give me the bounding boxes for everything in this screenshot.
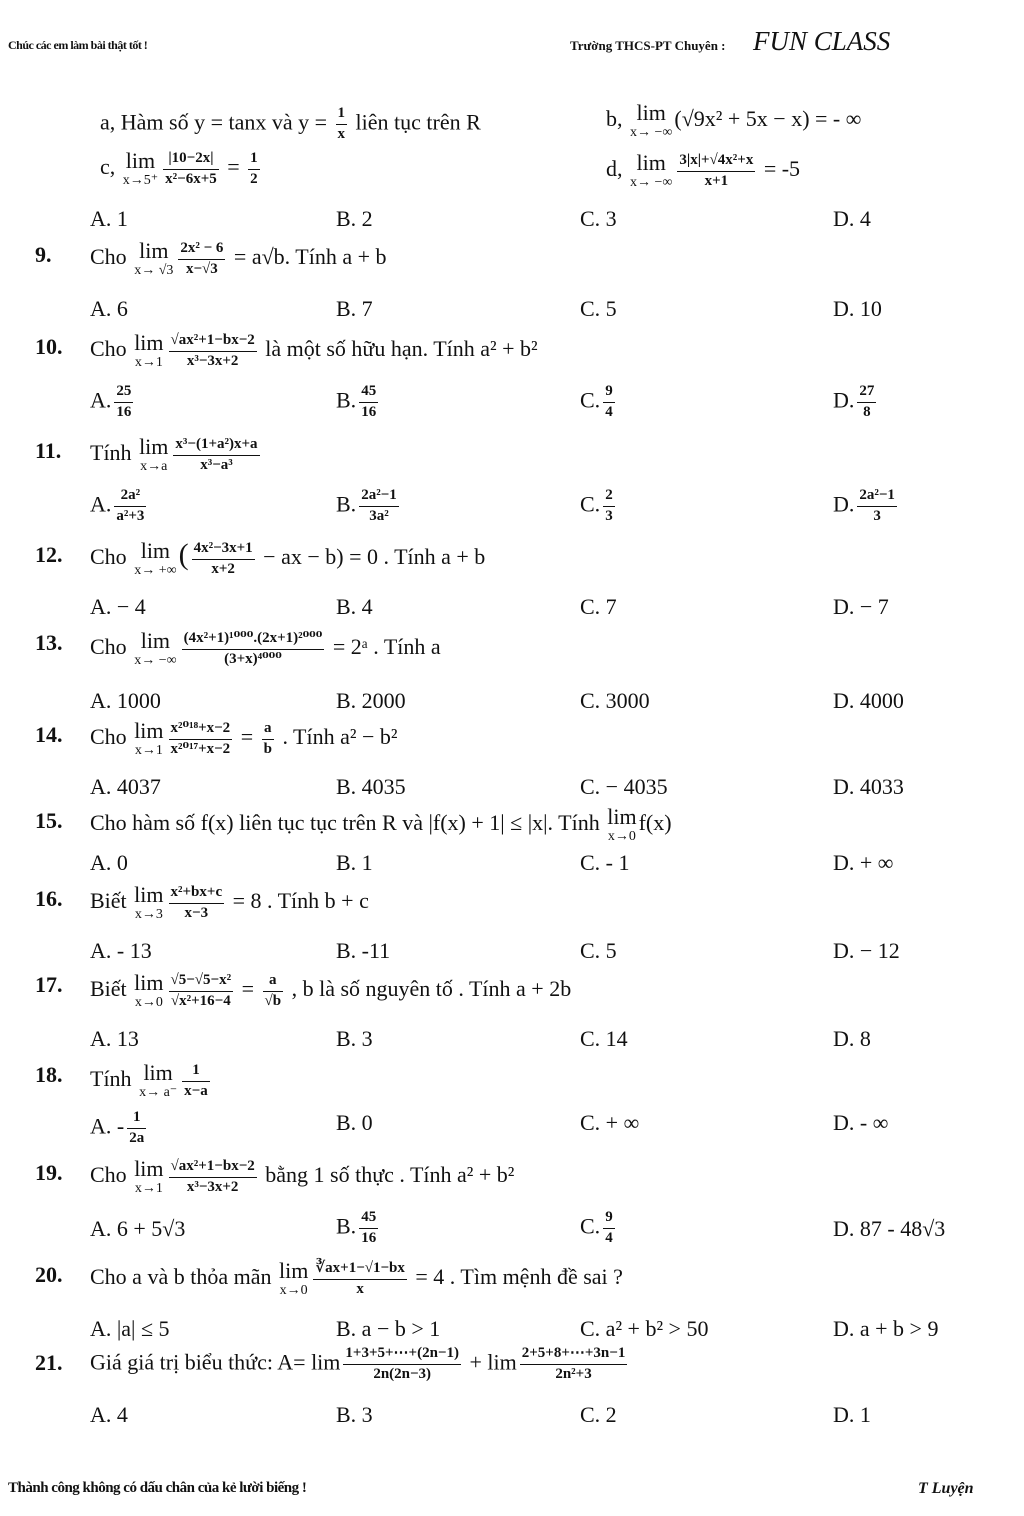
option-d: D. a + b > 9 [833,1316,939,1341]
option-a: A. - 13 [90,938,152,963]
option-a: A. |a| ≤ 5 [90,1316,170,1341]
option-a: A. 6 + 5√3 [90,1216,186,1241]
question-text: Biết lim x→0 $\frac{\text{√5−√5−x²}}{\text{√x²+16−4}}$ = $\frac{a}{√b}$ , b là số nguyên tố . Tính a + 2b [90,970,572,1010]
question-text: Cho lim x→ √3 $\frac{\text{2x² − 6}}{x-√3}$ = a√b. Tính a + b [90,238,387,278]
option-a: A. $\frac{\text{2a²}}{\text{a²+3}}$ [90,487,145,524]
footer-motto: Thành công không có dấu chân của kẻ lười biếng ! [8,1480,307,1496]
option-d: D. − 7 [833,594,889,619]
question-number: 12. [35,542,63,567]
option-c: C. + ∞ [580,1110,640,1135]
question-text: Tính lim x→ a⁻ $\frac{1}{x-a}$ [90,1060,208,1100]
option-c: C. $\frac{9}{4}$ [580,383,613,420]
question-number: 15. [35,808,63,833]
statement-c: c, lim x→5⁺ $\frac{|10-2x|}{\text{x²−6x+5}}$ = $\frac{1}{2}$ [100,148,258,188]
header-school: Trường THCS-PT Chuyên : [570,38,726,53]
option-b: B. 4 [336,594,373,619]
option-b: B. 3 [336,1402,373,1427]
question-number: 13. [35,630,63,655]
option-b: B. 3 [336,1026,373,1051]
option-b: B. 2000 [336,688,406,713]
option-c: C. − 4035 [580,774,668,799]
prev-option-b: B. 2 [336,206,373,231]
option-a: A. 6 [90,296,128,321]
statement-d: d, lim x→ −∞ $\frac{\text{3|x|+√4x²+x}}{x+1}$ = -5 [606,150,801,190]
question-number: 10. [35,334,63,359]
option-d: D. 1 [833,1402,871,1427]
question-number: 16. [35,886,63,911]
option-d: D. 10 [833,296,882,321]
option-b: B. a − b > 1 [336,1316,441,1341]
option-b: B. $\frac{45}{16}$ [336,1209,377,1246]
question-text: Giá giá trị biểu thức: A= lim $\frac{1+3+5+\cdots+(2n-1)}{2n(2n-3)}$ + lim $\frac{2+5+8+\cdots+3n-1}{\text{2n²+3}}$ [90,1345,626,1382]
option-d: D. 87 - 48√3 [833,1216,946,1241]
question-number: 17. [35,972,63,997]
question-text: Cho hàm số f(x) liên tục tục trên R và |f(x) + 1| ≤ |x|. Tính lim x→0 f(x) [90,804,672,844]
option-a: A. 4037 [90,774,161,799]
prev-option-c: C. 3 [580,206,617,231]
question-number: 11. [35,438,62,463]
option-a: A. - $\frac{1}{2a}$ [90,1109,145,1146]
statement-a: a, Hàm số y = tanx và y = $\frac{1}{x}$ liên tục trên R [100,105,481,142]
header-class-name: FUN CLASS [753,26,891,56]
question-number: 9. [35,242,52,267]
question-text: Cho lim x→1 $\frac{\text{x²⁰¹⁸+x−2}}{\text{x²⁰¹⁷+x−2}}$ = $\frac{a}{b}$ . Tính a² − b² [90,718,398,758]
option-d: D. 8 [833,1026,871,1051]
option-a: A. 1000 [90,688,161,713]
option-a: A. $\frac{25}{16}$ [90,383,132,420]
question-text: Cho lim x→ −∞ $\frac{\text{(4x²+1)¹⁰⁰⁰.(2x+1)²⁰⁰⁰}}{\text{(3+x)⁴⁰⁰⁰}}$ = 2ᵃ . Tính a [90,628,441,668]
option-b: B. 4035 [336,774,406,799]
question-text: Cho lim x→1 $\frac{\text{√ax²+1−bx−2}}{\text{x³−3x+2}}$ bằng 1 số thực . Tính a² + b² [90,1156,515,1196]
option-d: D. $\frac{\text{2a²−1}}{3}$ [833,487,895,524]
question-text: Tính lim x→a $\frac{\text{x³−(1+a²)x+a}}{\text{x³−a³}}$ [90,434,258,474]
option-c: C. $\frac{2}{3}$ [580,487,613,524]
option-b: B. 1 [336,850,373,875]
question-text: Cho lim x→ +∞ ( $\frac{\text{4x²−3x+1}}{x+2}$ − ax − b) = 0 . Tính a + b [90,538,486,578]
option-b: B. 0 [336,1110,373,1135]
option-c: C. 14 [580,1026,628,1051]
question-number: 14. [35,722,63,747]
option-c: C. a² + b² > 50 [580,1316,709,1341]
question-text: Cho a và b thỏa mãn lim x→0 $\frac{∛ax+1-√1-bx}{x}$ = 4 . Tìm mệnh đề sai ? [90,1258,623,1298]
question-number: 20. [35,1262,63,1287]
option-a: A. 0 [90,850,128,875]
option-a: A. 13 [90,1026,139,1051]
option-b: B. 7 [336,296,373,321]
option-d: D. $\frac{27}{8}$ [833,383,875,420]
option-c: C. 3000 [580,688,650,713]
option-d: D. + ∞ [833,850,894,875]
option-c: C. 7 [580,594,617,619]
prev-option-a: A. 1 [90,206,128,231]
option-d: D. 4000 [833,688,904,713]
option-b: B. $\frac{45}{16}$ [336,383,377,420]
option-d: D. - ∞ [833,1110,889,1135]
header-motto: Chúc các em làm bài thật tốt ! [8,38,148,52]
option-a: A. 4 [90,1402,128,1427]
option-b: B. $\frac{\text{2a²−1}}{\text{3a²}}$ [336,487,397,524]
prev-option-d: D. 4 [833,206,871,231]
option-d: D. 4033 [833,774,904,799]
option-c: C. 5 [580,938,617,963]
question-number: 19. [35,1160,63,1185]
question-text: Cho lim x→1 $\frac{\text{√ax²+1−bx−2}}{\text{x³−3x+2}}$ là một số hữu hạn. Tính a² + b² [90,330,538,370]
option-b: B. -11 [336,938,391,963]
question-text: Biết lim x→3 $\frac{\text{x²+bx+c}}{x-3}$ = 8 . Tính b + c [90,882,369,922]
option-c: C. - 1 [580,850,630,875]
option-d: D. − 12 [833,938,900,963]
option-c: C. 5 [580,296,617,321]
option-c: C. 2 [580,1402,617,1427]
question-number: 18. [35,1062,63,1087]
question-number: 21. [35,1350,63,1375]
option-c: C. $\frac{9}{4}$ [580,1209,613,1246]
footer-author: T Luyện [918,1480,974,1497]
statement-b: b, lim x→ −∞ (√9x² + 5x − x) = - ∞ [606,100,862,140]
option-a: A. − 4 [90,594,146,619]
